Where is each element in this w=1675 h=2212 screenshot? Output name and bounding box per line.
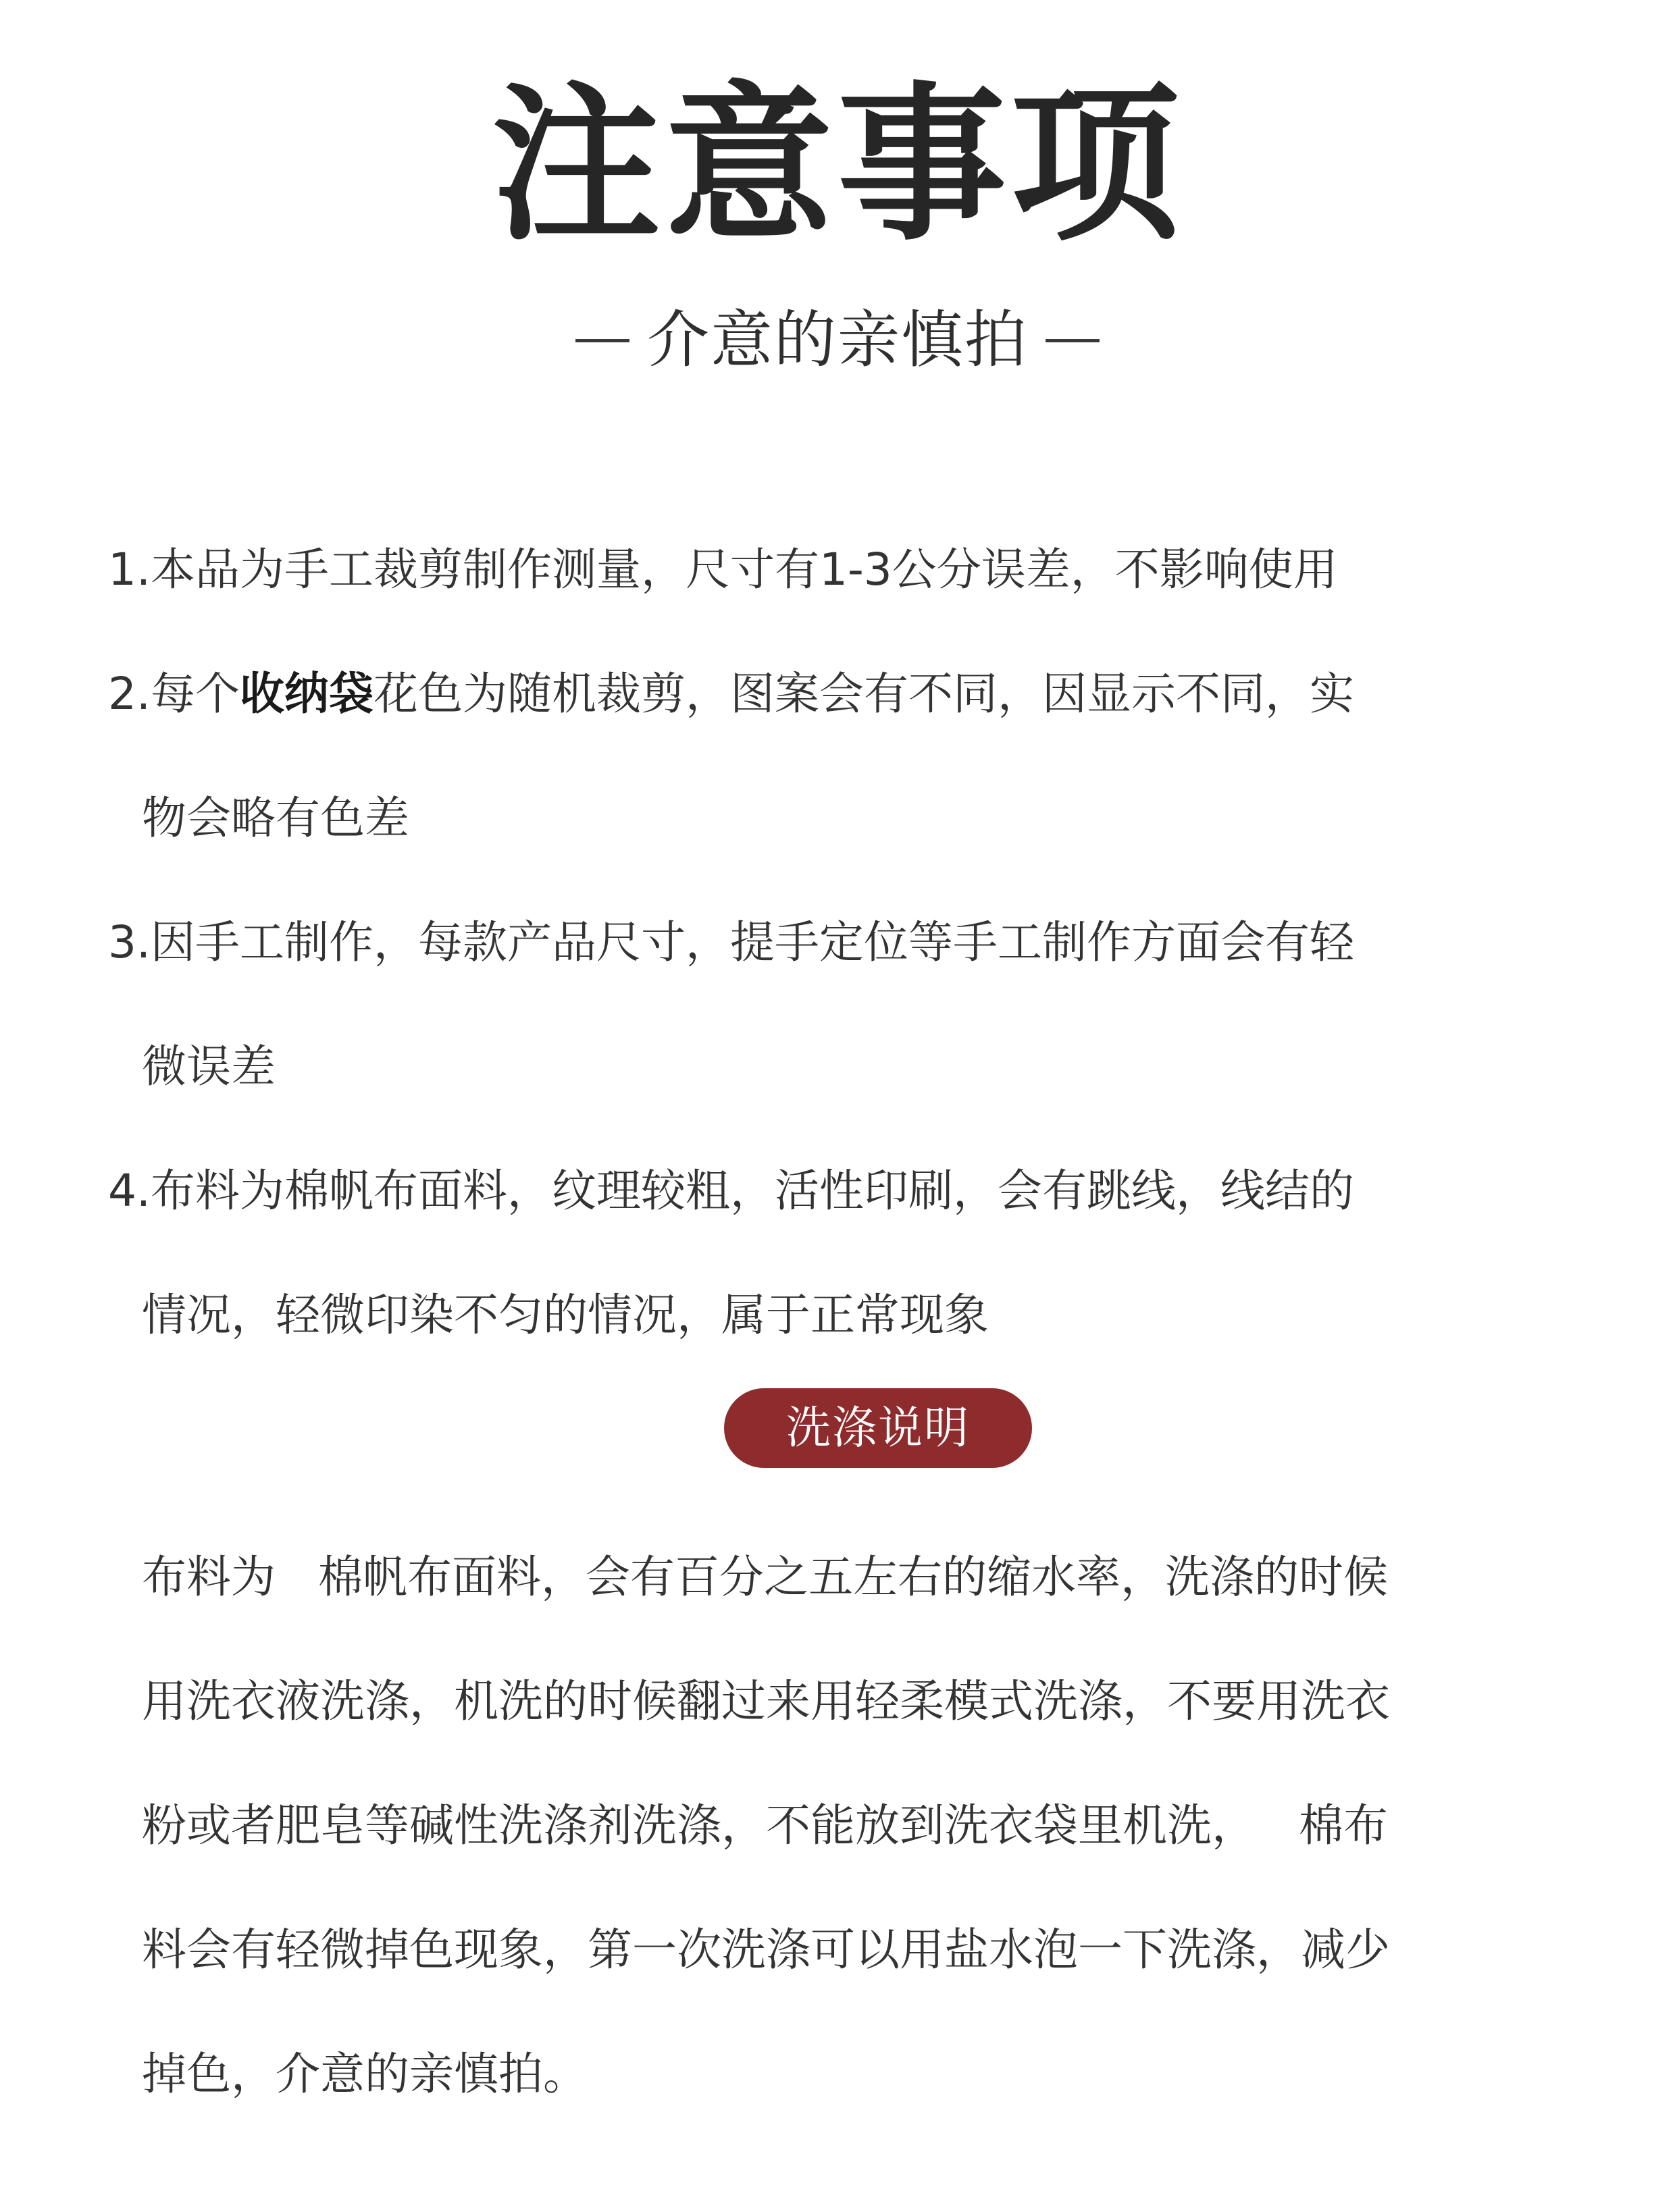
note-number: 2. <box>108 668 151 720</box>
note-number: 4. <box>108 1165 151 1217</box>
note-text-continuation: 微误差 <box>142 1041 276 1092</box>
note-text-prefix: 每个 <box>150 668 240 720</box>
subtitle-left-dash <box>575 339 629 342</box>
wash-instructions <box>142 1515 1560 2136</box>
note-number: 3. <box>108 916 151 968</box>
wash-instructions-badge: 洗涤说明 <box>724 1388 1032 1468</box>
wash-line: 料会有轻微掉色现象，第一次洗涤可以用盐水泡一下洗涤，减少 <box>142 1924 1390 1976</box>
notes-list <box>108 508 1560 1377</box>
wash-line: 用洗衣液洗涤，机洗的时候翻过来用轻柔模式洗涤，不要用洗衣 <box>142 1675 1390 1727</box>
wash-line: 布料为 棉帆布面料，会有百分之五左右的缩水率，洗涤的时候 <box>142 1551 1388 1603</box>
wash-line: 掉色，介意的亲慎拍。 <box>142 2048 588 2100</box>
note-item-4 <box>108 1129 1560 1377</box>
subtitle-row <box>0 304 1675 376</box>
note-text: 花色为随机裁剪，图案会有不同，因显示不同，实 <box>373 668 1354 720</box>
note-number: 1. <box>108 544 151 596</box>
note-text: 布料为棉帆布面料，纹理较粗，活性印刷，会有跳线，线结的 <box>150 1165 1354 1217</box>
wash-line: 粉或者肥皂等碱性洗涤剂洗涤，不能放到洗衣袋里机洗， 棉布 <box>142 1799 1388 1851</box>
note-text-continuation: 情况，轻微印染不匀的情况，属于正常现象 <box>142 1289 989 1341</box>
note-text: 本品为手工裁剪制作测量，尺寸有1-3公分误差，不影响使用 <box>150 544 1338 596</box>
subtitle: 介意的亲慎拍 <box>646 304 1028 376</box>
note-item-1 <box>108 508 1560 632</box>
note-text-continuation: 物会略有色差 <box>142 792 409 844</box>
note-item-2 <box>108 632 1560 880</box>
note-text: 因手工制作，每款产品尺寸，提手定位等手工制作方面会有轻 <box>150 916 1354 968</box>
note-text-emphasis: 收纳袋 <box>239 668 373 720</box>
subtitle-right-dash <box>1046 339 1100 342</box>
page-title: 注意事项 <box>492 67 1183 263</box>
note-item-3 <box>108 880 1560 1129</box>
